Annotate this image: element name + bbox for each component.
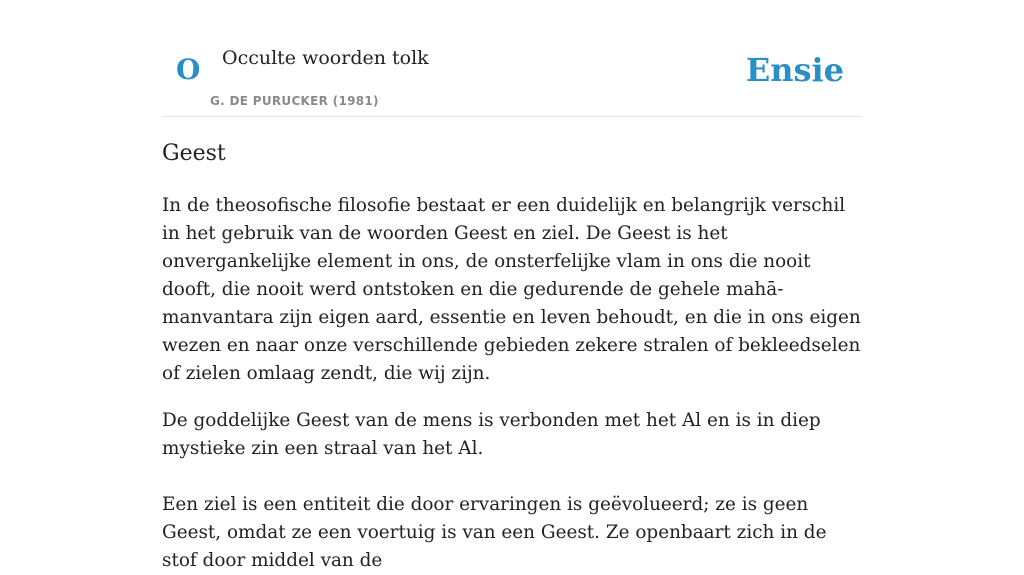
book-letter-badge[interactable]: O [176, 53, 201, 86]
header [162, 0, 862, 117]
entry-paragraph: Een ziel is een entiteit die door ervaringen is geëvolueerd; ze is geen Geest, omdat ze een voertuig is van een Geest. Ze openbaart zich in de stof door middel van de [162, 494, 827, 571]
book-author: G. DE PURUCKER (1981) [210, 94, 379, 108]
entry-paragraph: De goddelijke Geest van de mens is verbonden met het Al en is in diep mystieke zin een straal van het Al. [162, 410, 821, 459]
book-title[interactable]: Occulte woorden tolk [222, 47, 429, 69]
entry-paragraph: In de theosofische filosofie bestaat er een duidelijk en belangrijk verschil in het gebruik van de woorden Geest en ziel. De Geest is het onvergankelijke element in ons, de onsterfelijke vlam in ons die nooit dooft, die nooit werd ontstoken en die gedurende de gehele mahā-manvantara zijn eigen aard, essentie en leven behoudt, en die in ons eigen wezen en naar onze verschillende gebieden zekere stralen of bekleedselen of zielen omlaag zendt, die wij zijn. [162, 195, 861, 384]
ensie-logo[interactable]: Ensie [745, 51, 844, 89]
entry-title: Geest [162, 141, 226, 166]
entry-body [162, 192, 862, 575]
